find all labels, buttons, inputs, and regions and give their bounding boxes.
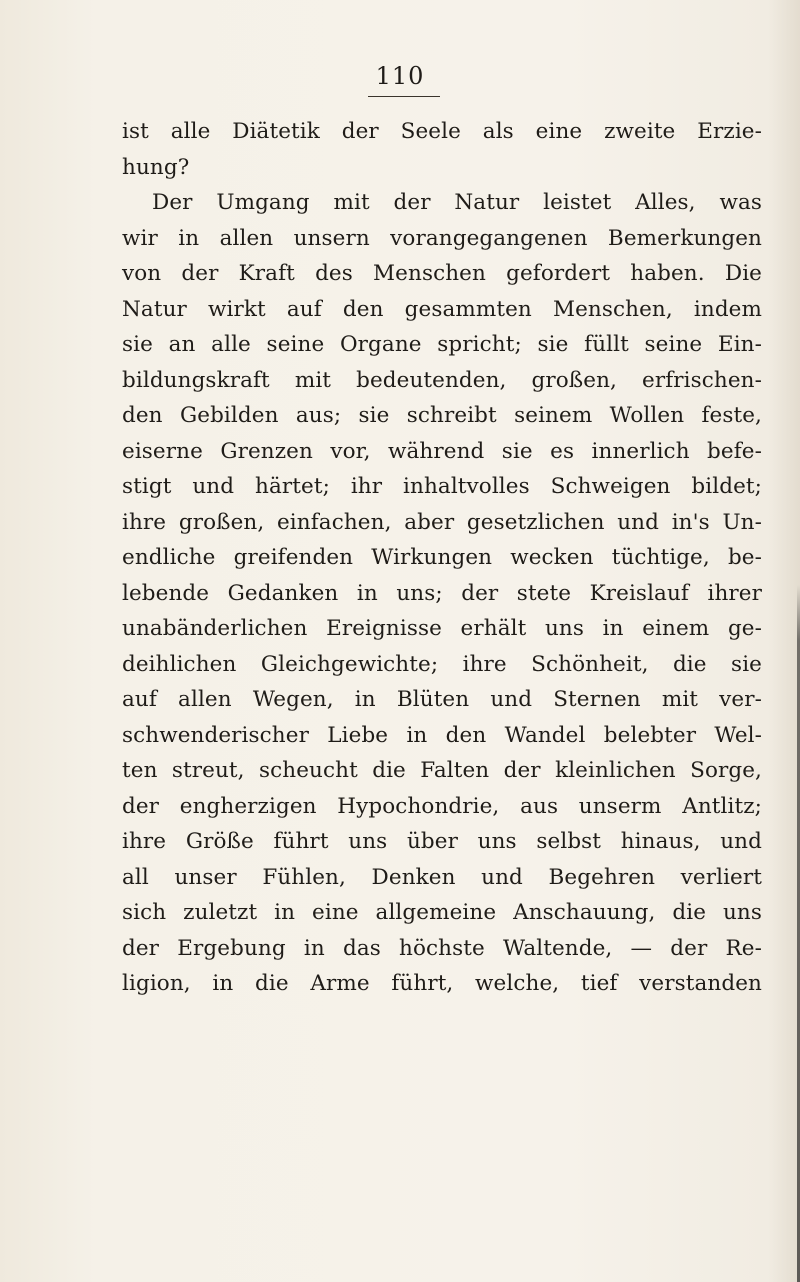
body-text — [122, 114, 762, 1002]
text-line: der engherzigen Hypochondrie, aus unserm Antlitz; — [122, 793, 762, 819]
text-line: der Ergebung in das höchste Waltende, — der Re- — [122, 935, 762, 961]
header-rule — [368, 96, 440, 97]
text-line: sich zuletzt in eine allgemeine Anschauung, die uns — [122, 900, 762, 925]
text-line: hung? — [122, 154, 190, 180]
text-line: eiserne Grenzen vor, während sie es innerlich befe- — [122, 438, 762, 464]
text-line: schwenderischer Liebe in den Wandel belebter Wel- — [122, 722, 762, 748]
text-line: endliche greifenden Wirkungen wecken tüchtige, be- — [122, 545, 762, 570]
text-line: bildungskraft mit bedeutenden, großen, erfrischen- — [122, 367, 762, 393]
text-line: ihre Größe führt uns über uns selbst hinaus, und — [122, 829, 762, 854]
text-line: ihre großen, einfachen, aber gesetzlichen und in's Un- — [122, 509, 762, 535]
text-line: ist alle Diätetik der Seele als eine zweite Erzie- — [122, 119, 762, 144]
text-line: stigt und härtet; ihr inhaltvolles Schweigen bildet; — [122, 474, 762, 499]
text-line: all unser Fühlen, Denken und Begehren verliert — [122, 864, 762, 890]
text-line: ten streut, scheucht die Falten der kleinlichen Sorge, — [122, 758, 762, 783]
text-line: unabänderlichen Ereignisse erhält uns in einem ge- — [122, 616, 762, 641]
text-line: auf allen Wegen, in Blüten und Sternen mit ver- — [122, 687, 762, 712]
text-line: lebende Gedanken in uns; der stete Kreislauf ihrer — [122, 580, 762, 606]
text-line: wir in allen unsern vorangegangenen Bemerkungen — [122, 225, 762, 251]
text-line: von der Kraft des Menschen gefordert haben. Die — [122, 261, 762, 286]
page-number: 110 — [375, 62, 425, 90]
text-line: Der Umgang mit der Natur leistet Alles, was — [152, 190, 762, 215]
text-line: Natur wirkt auf den gesammten Menschen, indem — [122, 296, 762, 322]
text-line: ligion, in die Arme führt, welche, tief verstanden — [122, 971, 762, 996]
text-line: deihlichen Gleichgewichte; ihre Schönheit, die sie — [122, 651, 762, 677]
text-line: sie an alle seine Organe spricht; sie füllt seine Ein- — [122, 332, 762, 357]
text-line: den Gebilden aus; sie schreibt seinem Wollen feste, — [122, 403, 762, 428]
